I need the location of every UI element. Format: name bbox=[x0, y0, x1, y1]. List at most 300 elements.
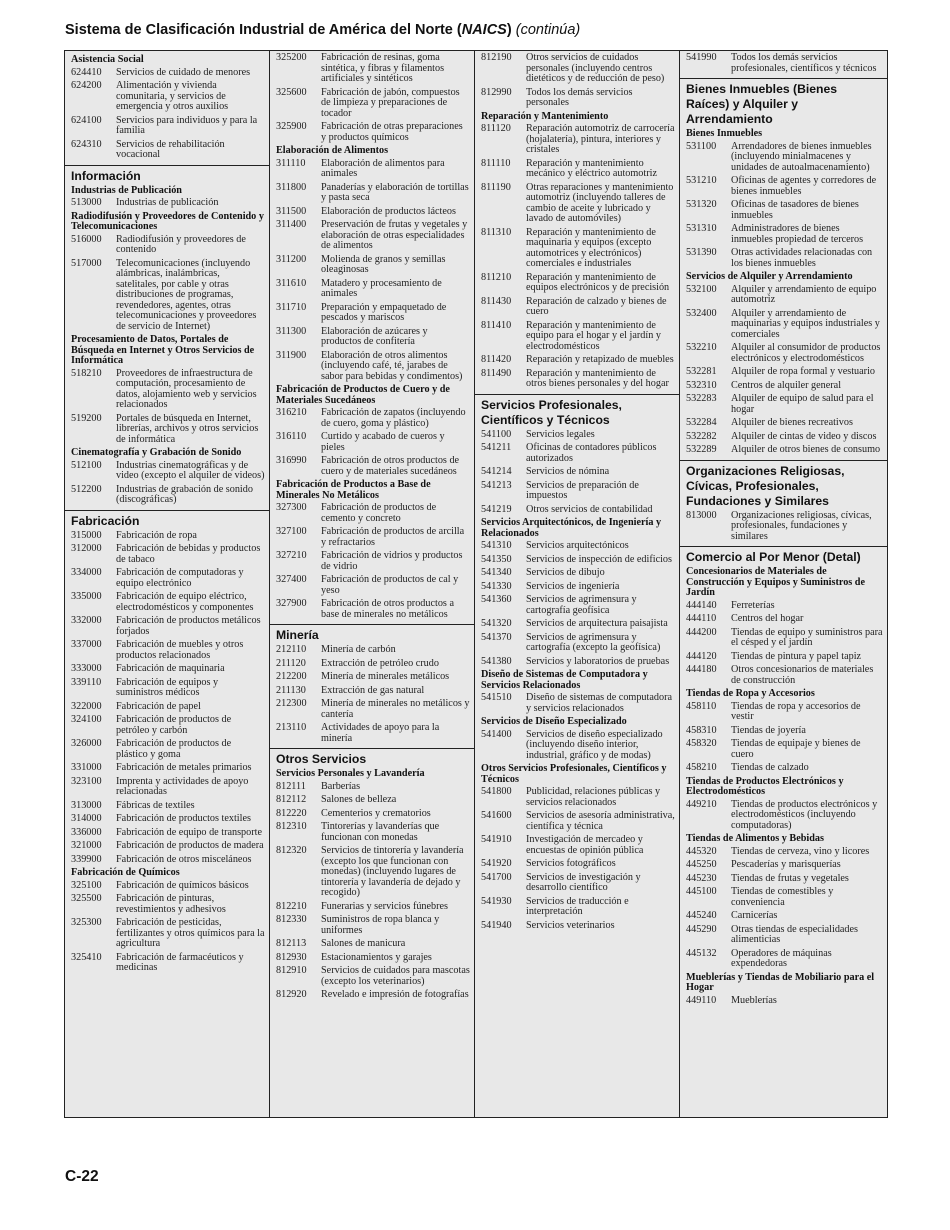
naics-description: Fabricación de maquinaria bbox=[116, 663, 225, 674]
naics-code: 812112 bbox=[276, 794, 307, 805]
title-acronym: NAICS bbox=[461, 22, 507, 38]
naics-entry bbox=[276, 408, 470, 429]
naics-entry bbox=[276, 575, 470, 596]
naics-description: Industrias de publicación bbox=[116, 197, 219, 208]
naics-description: Fabricación de productos metálicos forjados bbox=[116, 615, 261, 637]
naics-description: Servicios de investigación y desarrollo científico bbox=[526, 871, 641, 893]
naics-description: Reparación y retapizado de muebles bbox=[526, 354, 674, 365]
naics-entry bbox=[686, 925, 883, 946]
naics-entry bbox=[686, 949, 883, 970]
naics-description: Alquiler de otros bienes de consumo bbox=[731, 444, 881, 455]
naics-description: Alquiler y arrendamiento de equipo automotriz bbox=[731, 283, 877, 305]
naics-code: 811110 bbox=[481, 157, 511, 169]
naics-entry bbox=[71, 414, 265, 446]
naics-code: 325900 bbox=[276, 121, 307, 132]
naics-description: Imprenta y actividades de apoyo relacionadas bbox=[116, 775, 249, 797]
naics-entry bbox=[71, 855, 265, 866]
title-main: Sistema de Clasificación Industrial de América del Norte ( bbox=[65, 22, 462, 38]
naics-entry bbox=[481, 787, 675, 808]
subsection-heading: Bienes Inmuebles bbox=[686, 128, 763, 139]
naics-code: 445132 bbox=[686, 947, 717, 959]
subsection-heading: Radiodifusión y Proveedores de Contenido y Telecomunicaciones bbox=[71, 210, 264, 232]
naics-entry bbox=[686, 285, 883, 306]
naics-code: 541360 bbox=[481, 594, 512, 605]
naics-description: Organizaciones religiosas, cívicas, profesionales, fundaciones y similares bbox=[731, 509, 872, 542]
industry-section bbox=[65, 166, 269, 511]
subsection-heading: Tiendas de Productos Electrónicos y Electrodomésticos bbox=[686, 775, 844, 797]
section-heading: Fabricación bbox=[71, 513, 140, 528]
naics-description: Preservación de frutas y vegetales y elaboración de otras especialidades de alimentos bbox=[321, 219, 468, 251]
naics-code: 327900 bbox=[276, 598, 307, 609]
naics-description: Elaboración de otros alimentos (incluyendo café, té, jarabes de sabor para bebidas y condimentos) bbox=[321, 349, 463, 382]
naics-entry bbox=[276, 432, 470, 453]
naics-entry bbox=[481, 228, 675, 270]
naics-code: 624100 bbox=[71, 114, 102, 126]
naics-description: Reparación automotriz de carrocería (hojalatería), pintura, interiores y cristales bbox=[526, 123, 675, 155]
naics-entry bbox=[71, 616, 265, 637]
naics-code: 541700 bbox=[481, 871, 512, 883]
naics-description: Reparación y mantenimiento de equipos electrónicos y de precisión bbox=[526, 271, 670, 293]
naics-entry bbox=[686, 248, 883, 269]
naics-entry bbox=[686, 53, 883, 74]
naics-entry bbox=[686, 665, 883, 686]
naics-description: Servicios legales bbox=[526, 428, 595, 440]
naics-code: 531310 bbox=[686, 223, 717, 234]
subsection-heading: Tiendas de Alimentos y Bebidas bbox=[686, 833, 824, 844]
naics-code: 212200 bbox=[276, 671, 307, 682]
naics-code: 811420 bbox=[481, 354, 512, 365]
page-title bbox=[65, 22, 580, 38]
naics-entry bbox=[686, 200, 883, 221]
naics-entry bbox=[686, 763, 883, 774]
naics-code: 532100 bbox=[686, 283, 717, 295]
naics-description: Tiendas de calzado bbox=[731, 762, 809, 773]
naics-code: 541100 bbox=[481, 428, 512, 440]
naics-description: Fabricación de equipos y suministros médicos bbox=[116, 676, 219, 698]
naics-entry bbox=[276, 255, 470, 276]
naics-entry bbox=[71, 485, 265, 506]
naics-entry bbox=[686, 367, 883, 378]
naics-entry bbox=[481, 53, 675, 85]
naics-code: 336000 bbox=[71, 826, 102, 838]
naics-description: Otras tiendas de especialidades alimenticias bbox=[731, 923, 859, 945]
naics-description: Servicios arquitectónicos bbox=[526, 540, 629, 551]
naics-code: 532284 bbox=[686, 417, 717, 428]
naics-description: Fabricación de bebidas y productos de tabaco bbox=[116, 543, 261, 565]
naics-description: Servicios de agrimensura y cartografía (excepto la geofísica) bbox=[526, 631, 661, 653]
naics-code: 327210 bbox=[276, 550, 307, 561]
naics-code: 812111 bbox=[276, 780, 306, 792]
naics-code: 541214 bbox=[481, 466, 512, 477]
naics-entry bbox=[686, 702, 883, 723]
naics-entry bbox=[71, 801, 265, 812]
naics-description: Reparación de calzado y bienes de cuero bbox=[526, 295, 667, 317]
subsection-heading: Asistencia Social bbox=[71, 54, 144, 65]
naics-entry bbox=[71, 640, 265, 661]
naics-description: Servicios de ingeniería bbox=[526, 580, 620, 592]
naics-code: 311900 bbox=[276, 349, 307, 361]
naics-code: 532281 bbox=[686, 366, 717, 377]
column-1 bbox=[65, 51, 270, 1117]
column-2 bbox=[270, 51, 475, 1117]
naics-code: 532400 bbox=[686, 307, 717, 319]
naics-entry bbox=[686, 847, 883, 858]
naics-description: Portales de búsqueda en Internet, librerías, archivos y otros servicios de informática bbox=[116, 412, 259, 445]
naics-code: 445240 bbox=[686, 910, 717, 921]
naics-description: Matadero y procesamiento de animales bbox=[321, 277, 442, 299]
industry-section bbox=[680, 51, 887, 79]
naics-code: 213110 bbox=[276, 722, 307, 733]
subsection-heading: Cinematografía y Grabación de Sonido bbox=[71, 447, 242, 458]
naics-code: 314000 bbox=[71, 813, 102, 824]
naics-entry bbox=[71, 953, 265, 974]
naics-code: 321000 bbox=[71, 840, 102, 851]
naics-entry bbox=[481, 505, 675, 516]
subsection-heading: Servicios de Diseño Especializado bbox=[481, 716, 627, 727]
naics-description: Minería de minerales no metálicos y cantería bbox=[321, 698, 470, 720]
naics-code: 212300 bbox=[276, 698, 307, 709]
page-number: C-22 bbox=[65, 1168, 99, 1185]
naics-description: Cementerios y crematorios bbox=[321, 807, 431, 819]
naics-entry bbox=[71, 828, 265, 839]
naics-entry bbox=[276, 966, 470, 987]
naics-description: Servicios de diseño especializado (incluyendo diseño interior, industrial, gráfico y de modas) bbox=[526, 728, 663, 761]
naics-entry bbox=[686, 628, 883, 649]
naics-entry bbox=[686, 739, 883, 760]
naics-entry bbox=[71, 777, 265, 798]
naics-entry bbox=[276, 183, 470, 204]
naics-description: Salones de manicura bbox=[321, 938, 406, 949]
industry-section bbox=[680, 79, 887, 461]
naics-code: 532210 bbox=[686, 342, 717, 353]
naics-code: 811430 bbox=[481, 295, 512, 307]
naics-code: 531390 bbox=[686, 247, 717, 258]
naics-description: Todos los demás servicios profesionales, científicos y técnicos bbox=[731, 52, 877, 74]
naics-entry bbox=[71, 369, 265, 411]
naics-code: 311110 bbox=[276, 157, 306, 169]
naics-description: Fabricación de químicos básicos bbox=[116, 879, 249, 891]
industry-section bbox=[475, 395, 679, 1118]
naics-entry bbox=[71, 531, 265, 542]
naics-entry bbox=[481, 595, 675, 616]
naics-code: 541940 bbox=[481, 919, 512, 931]
naics-code: 513000 bbox=[71, 197, 102, 208]
naics-description: Fabricación de productos textiles bbox=[116, 813, 251, 824]
naics-entry bbox=[71, 894, 265, 915]
naics-code: 311500 bbox=[276, 205, 307, 217]
title-continued: (continúa) bbox=[515, 22, 581, 38]
naics-description: Extracción de petróleo crudo bbox=[321, 657, 439, 669]
naics-code: 325300 bbox=[71, 917, 102, 928]
naics-entry bbox=[276, 902, 470, 913]
naics-code: 541213 bbox=[481, 479, 512, 491]
naics-entry bbox=[481, 297, 675, 318]
naics-description: Fabricación de computadoras y equipo electrónico bbox=[116, 567, 244, 589]
subsection-heading: Fabricación de Productos a Base de Minerales No Metálicos bbox=[276, 479, 431, 501]
naics-entry bbox=[686, 860, 883, 871]
naics-code: 327300 bbox=[276, 502, 307, 513]
naics-code: 541340 bbox=[481, 567, 512, 578]
naics-description: Fabricación de productos de madera bbox=[116, 840, 264, 851]
naics-code: 532283 bbox=[686, 393, 717, 404]
naics-description: Elaboración de alimentos para animales bbox=[321, 157, 445, 179]
industry-section bbox=[270, 51, 474, 625]
naics-code: 458210 bbox=[686, 762, 717, 773]
naics-code: 316110 bbox=[276, 431, 307, 442]
naics-description: Radiodifusión y proveedores de contenido bbox=[116, 233, 246, 255]
naics-entry bbox=[276, 809, 470, 820]
naics-description: Servicios de arquitectura paisajista bbox=[526, 618, 668, 629]
naics-description: Alquiler al consumidor de productos electrónicos y electrodomésticos bbox=[731, 342, 881, 364]
naics-code: 812920 bbox=[276, 989, 307, 1000]
naics-description: Fabricación de pesticidas, fertilizantes y otros químicos para la agricultura bbox=[116, 917, 265, 949]
naics-entry bbox=[71, 140, 265, 161]
naics-code: 444120 bbox=[686, 650, 717, 662]
subsection-heading: Elaboración de Alimentos bbox=[276, 145, 389, 156]
naics-description: Servicios de rehabilitación vocacional bbox=[116, 138, 225, 160]
naics-description: Alquiler de ropa formal y vestuario bbox=[731, 366, 875, 377]
naics-description: Centros del hogar bbox=[731, 613, 804, 624]
naics-code: 444200 bbox=[686, 626, 717, 638]
naics-code: 541350 bbox=[481, 553, 512, 565]
naics-code: 541219 bbox=[481, 503, 512, 515]
naics-code: 531100 bbox=[686, 140, 717, 152]
naics-entry bbox=[481, 273, 675, 294]
naics-entry bbox=[276, 846, 470, 899]
naics-entry bbox=[276, 279, 470, 300]
naics-code: 311200 bbox=[276, 253, 307, 265]
naics-code: 324100 bbox=[71, 714, 102, 725]
naics-entry bbox=[276, 645, 470, 656]
naics-description: Fabricación de otros misceláneos bbox=[116, 853, 252, 865]
naics-entry bbox=[481, 183, 675, 225]
naics-code: 541800 bbox=[481, 786, 512, 797]
naics-entry bbox=[71, 198, 265, 209]
naics-entry bbox=[71, 568, 265, 589]
naics-code: 327400 bbox=[276, 574, 307, 585]
naics-entry bbox=[481, 730, 675, 762]
naics-code: 311300 bbox=[276, 325, 307, 337]
naics-code: 335000 bbox=[71, 591, 102, 602]
naics-description: Servicios de agrimensura y cartografía geofísica bbox=[526, 594, 637, 616]
naics-code: 532289 bbox=[686, 444, 717, 455]
naics-description: Curtido y acabado de cueros y pieles bbox=[321, 431, 445, 453]
naics-code: 334000 bbox=[71, 567, 102, 578]
naics-code: 811490 bbox=[481, 367, 512, 379]
naics-entry bbox=[276, 88, 470, 120]
naics-code: 541510 bbox=[481, 692, 512, 703]
section-heading: Información bbox=[71, 168, 141, 183]
naics-description: Fabricación de otros productos de cuero y de materiales sucedáneos bbox=[321, 455, 460, 477]
naics-code: 212110 bbox=[276, 644, 307, 655]
naics-entry bbox=[276, 723, 470, 744]
naics-code: 444110 bbox=[686, 613, 717, 624]
naics-description: Diseño de sistemas de computadora y servicios relacionados bbox=[526, 692, 672, 714]
naics-description: Servicios de cuidados para mascotas (excepto los veterinarios) bbox=[321, 965, 470, 987]
naics-code: 445230 bbox=[686, 872, 717, 884]
naics-code: 458320 bbox=[686, 738, 717, 749]
naics-code: 312000 bbox=[71, 543, 102, 554]
naics-description: Tiendas de frutas y vegetales bbox=[731, 872, 849, 884]
naics-description: Barberías bbox=[321, 780, 361, 792]
naics-code: 327100 bbox=[276, 526, 307, 537]
naics-description: Tiendas de ropa y accesorios de vestir bbox=[731, 700, 861, 722]
naics-code: 516000 bbox=[71, 233, 102, 245]
naics-description: Administradores de bienes inmuebles propiedad de terceros bbox=[731, 223, 864, 245]
naics-entry bbox=[71, 918, 265, 950]
naics-description: Alquiler y arrendamiento de maquinarias y equipos industriales y comerciales bbox=[731, 307, 880, 340]
naics-entry bbox=[686, 800, 883, 832]
naics-description: Publicidad, relaciones públicas y servicios relacionados bbox=[526, 786, 661, 808]
naics-entry bbox=[481, 835, 675, 856]
naics-code: 541330 bbox=[481, 580, 512, 592]
section-heading: Servicios Profesionales, Científicos y Técnicos bbox=[481, 397, 622, 427]
naics-description: Alquiler de cintas de video y discos bbox=[731, 430, 877, 442]
naics-code: 531320 bbox=[686, 199, 717, 210]
naics-code: 532310 bbox=[686, 379, 717, 391]
naics-description: Fabricación de vidrios y productos de vidrio bbox=[321, 550, 463, 572]
naics-entry bbox=[481, 693, 675, 714]
naics-code: 541920 bbox=[481, 858, 512, 869]
naics-code: 315000 bbox=[71, 529, 102, 541]
naics-description: Reparación y mantenimiento mecánico y eléctrico automotriz bbox=[526, 157, 657, 179]
naics-code: 512100 bbox=[71, 459, 102, 471]
naics-description: Revelado e impresión de fotografías bbox=[321, 989, 469, 1000]
section-heading: Comercio al Por Menor (Detal) bbox=[686, 550, 861, 564]
naics-description: Proveedores de infraestructura de computación, procesamiento de datos, alojamiento web y servicios relacionados bbox=[116, 367, 257, 410]
naics-entry bbox=[276, 159, 470, 180]
naics-entry bbox=[71, 763, 265, 774]
naics-code: 812310 bbox=[276, 821, 307, 832]
naics-description: Estacionamientos y garajes bbox=[321, 951, 432, 963]
naics-description: Panaderías y elaboración de tortillas y pasta seca bbox=[321, 181, 469, 203]
naics-description: Fabricación de productos de cal y yeso bbox=[321, 574, 459, 596]
naics-description: Fabricación de pinturas, revestimientos y adhesivos bbox=[116, 893, 226, 915]
naics-description: Fabricación de muebles y otros productos relacionados bbox=[116, 639, 244, 661]
naics-entry bbox=[276, 795, 470, 806]
naics-entry bbox=[481, 481, 675, 502]
naics-code: 624410 bbox=[71, 66, 102, 78]
industry-section bbox=[65, 51, 269, 166]
naics-description: Extracción de gas natural bbox=[321, 684, 425, 696]
naics-description: Molienda de granos y semillas oleaginosas bbox=[321, 253, 446, 275]
naics-entry bbox=[686, 418, 883, 429]
section-heading: Bienes Inmuebles (Bienes Raíces) y Alquiler y Arrendamiento bbox=[686, 82, 838, 126]
naics-entry bbox=[276, 659, 470, 670]
naics-description: Servicios de dibujo bbox=[526, 567, 605, 578]
naics-code: 326000 bbox=[71, 738, 102, 749]
naics-code: 811410 bbox=[481, 319, 512, 331]
naics-code: 339900 bbox=[71, 853, 102, 865]
naics-code: 811310 bbox=[481, 226, 512, 238]
naics-description: Mueblerías bbox=[731, 994, 777, 1006]
naics-code: 445320 bbox=[686, 845, 717, 857]
naics-entry bbox=[686, 142, 883, 174]
naics-code: 812910 bbox=[276, 965, 307, 976]
naics-code: 322000 bbox=[71, 700, 102, 712]
naics-code: 444140 bbox=[686, 599, 717, 611]
naics-code: 316990 bbox=[276, 455, 307, 466]
subsection-heading: Mueblerías y Tiendas de Mobiliario para el Hogar bbox=[686, 971, 875, 993]
subsection-heading: Reparación y Mantenimiento bbox=[481, 110, 609, 122]
industry-section bbox=[680, 547, 887, 1117]
naics-code: 325600 bbox=[276, 86, 307, 98]
naics-code: 811210 bbox=[481, 271, 512, 283]
industry-section bbox=[270, 749, 474, 1117]
naics-description: Fabricación de zapatos (incluyendo de cuero, goma y plástico) bbox=[321, 407, 466, 429]
naics-description: Servicios y laboratorios de pruebas bbox=[526, 655, 670, 667]
naics-entry bbox=[276, 53, 470, 85]
naics-entry bbox=[481, 88, 675, 109]
naics-entry bbox=[71, 235, 265, 256]
naics-code: 325410 bbox=[71, 951, 102, 963]
subsection-heading: Procesamiento de Datos, Portales de Búsqueda en Internet y Otros Servicios de Informática bbox=[71, 334, 255, 366]
naics-description: Fabricación de resinas, goma sintética, y fibras y filamentos artificiales y sintéticos bbox=[321, 52, 445, 84]
naics-entry bbox=[276, 699, 470, 720]
naics-entry bbox=[481, 873, 675, 894]
naics-description: Tintorerías y lavanderías que funcionan con monedas bbox=[321, 821, 440, 843]
naics-description: Fabricación de otras preparaciones y productos químicos bbox=[321, 121, 463, 143]
naics-entry bbox=[481, 897, 675, 918]
naics-description: Oficinas de agentes y corredores de bienes inmuebles bbox=[731, 175, 877, 197]
naics-description: Servicios de nómina bbox=[526, 466, 610, 477]
naics-entry bbox=[481, 443, 675, 464]
naics-description: Servicios de preparación de impuestos bbox=[526, 479, 639, 501]
naics-code: 311610 bbox=[276, 277, 307, 289]
naics-description: Minería de minerales metálicos bbox=[321, 671, 450, 682]
naics-description: Alquiler de equipo de salud para el hogar bbox=[731, 393, 874, 415]
naics-description: Fabricación de ropa bbox=[116, 529, 197, 541]
naics-description: Todos los demás servicios personales bbox=[526, 86, 633, 108]
naics-description: Servicios veterinarios bbox=[526, 919, 615, 931]
naics-description: Actividades de apoyo para la minería bbox=[321, 722, 440, 744]
naics-entry bbox=[71, 739, 265, 760]
naics-description: Industrias cinematográficas y de video (excepto el alquiler de videos) bbox=[116, 459, 265, 481]
naics-description: Fabricación de productos de petróleo y carbón bbox=[116, 714, 232, 736]
naics-code: 211120 bbox=[276, 657, 306, 669]
naics-description: Otras actividades relacionadas con los bienes inmuebles bbox=[731, 247, 873, 269]
naics-code: 812210 bbox=[276, 900, 307, 912]
naics-description: Fabricación de papel bbox=[116, 700, 201, 712]
naics-code: 323100 bbox=[71, 775, 102, 787]
naics-code: 325500 bbox=[71, 893, 102, 904]
naics-code: 541600 bbox=[481, 810, 512, 821]
naics-entry bbox=[481, 633, 675, 654]
naics-entry bbox=[276, 456, 470, 477]
naics-entry bbox=[71, 259, 265, 333]
naics-code: 532282 bbox=[686, 430, 717, 442]
naics-description: Fabricación de productos de cemento y concreto bbox=[321, 502, 437, 524]
naics-code: 449110 bbox=[686, 994, 717, 1006]
naics-entry bbox=[276, 782, 470, 793]
naics-entry bbox=[71, 664, 265, 675]
naics-entry bbox=[686, 996, 883, 1007]
naics-description: Carnicerías bbox=[731, 910, 778, 921]
naics-entry bbox=[686, 394, 883, 415]
naics-entry bbox=[481, 811, 675, 832]
naics-code: 541211 bbox=[481, 442, 512, 453]
naics-code: 211130 bbox=[276, 684, 306, 696]
industry-section bbox=[270, 625, 474, 749]
naics-description: Servicios de inspección de edificios bbox=[526, 553, 672, 565]
naics-code: 541400 bbox=[481, 728, 512, 740]
naics-entry bbox=[686, 381, 883, 392]
naics-code: 445100 bbox=[686, 886, 717, 897]
naics-code: 813000 bbox=[686, 509, 717, 521]
naics-code: 812320 bbox=[276, 845, 307, 856]
naics-entry bbox=[276, 953, 470, 964]
naics-entry bbox=[276, 207, 470, 218]
